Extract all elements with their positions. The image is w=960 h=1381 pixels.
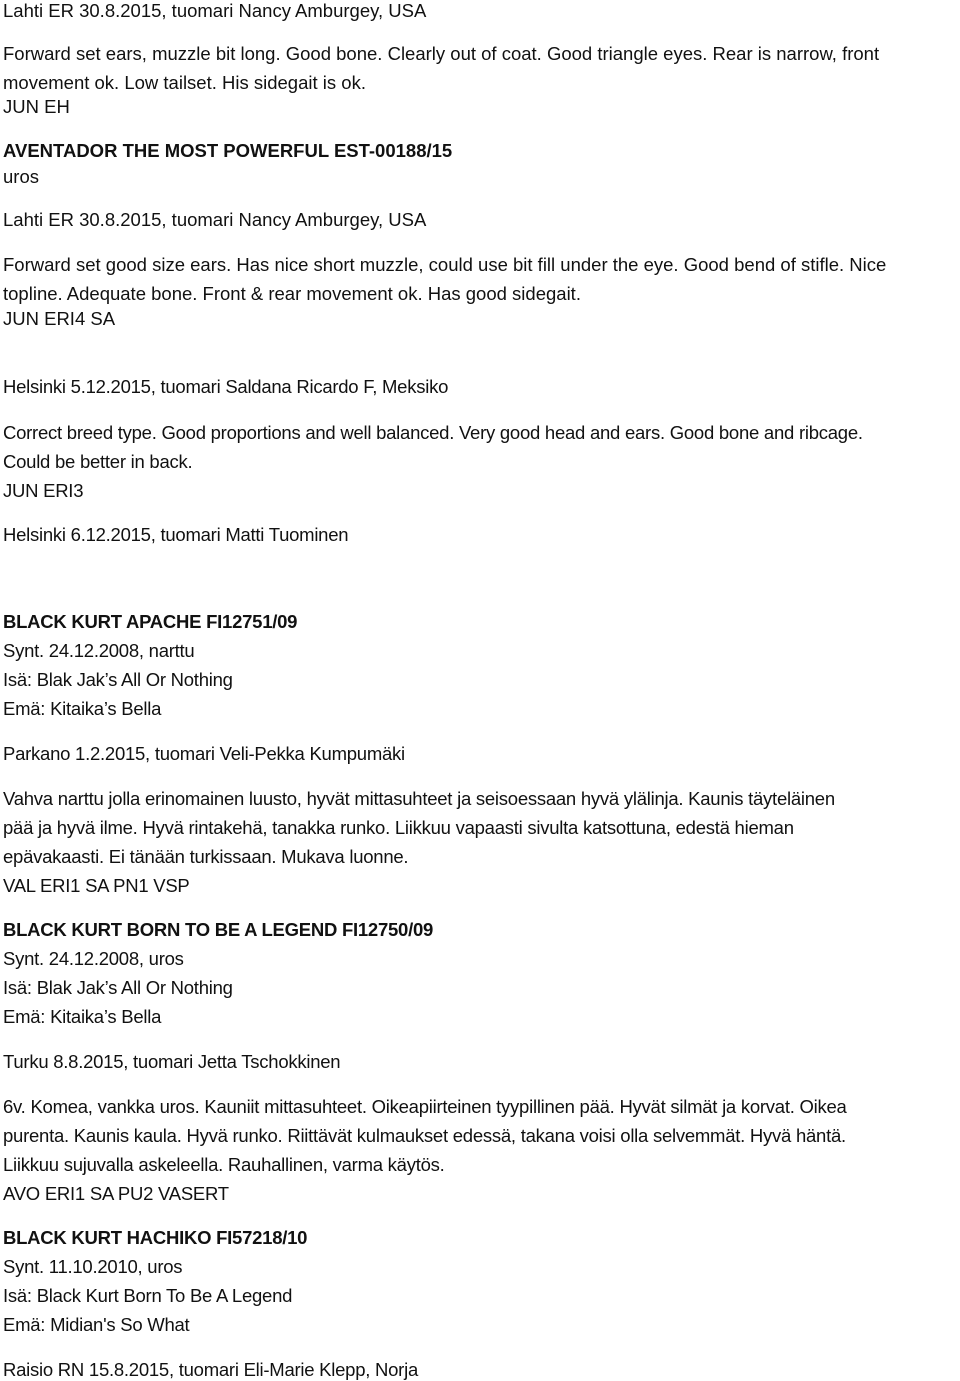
result-line: VAL ERI1 SA PN1 VSP (3, 875, 190, 896)
critique-line: Forward set ears, muzzle bit long. Good bone. Clearly out of coat. Good triangle eyes. Rear is narrow, front (3, 43, 880, 64)
dog-dam: Emä: Midian's So What (3, 1314, 190, 1335)
show-info-line: Helsinki 5.12.2015, tuomari Saldana Ricardo F, Meksiko (3, 376, 449, 397)
show-info-line: Lahti ER 30.8.2015, tuomari Nancy Amburgey, USA (3, 0, 427, 21)
critique-line: Vahva narttu jolla erinomainen luusto, hyvät mittasuhteet ja seisoessaan hyvä ylälinja. Kaunis täyteläinen (3, 788, 835, 809)
dog-dam: Emä: Kitaika’s Bella (3, 1006, 162, 1027)
result-line: JUN ERI3 (3, 480, 84, 501)
critique-line: purenta. Kaunis kaula. Hyvä runko. Riittävät kulmaukset edessä, takana voisi olla selvemmät. Hyvä häntä. (3, 1125, 846, 1146)
critique-line: Correct breed type. Good proportions and well balanced. Very good head and ears. Good bone and ribcage. (3, 422, 863, 443)
result-line: JUN ERI4 SA (3, 308, 116, 329)
dog-name: BLACK KURT BORN TO BE A LEGEND FI12750/09 (3, 919, 434, 940)
dog-name: AVENTADOR THE MOST POWERFUL EST-00188/15 (3, 140, 453, 161)
show-info-line: Helsinki 6.12.2015, tuomari Matti Tuominen (3, 524, 349, 545)
result-line: JUN EH (3, 96, 70, 117)
dog-dam: Emä: Kitaika’s Bella (3, 698, 162, 719)
dog-sire: Isä: Blak Jak’s All Or Nothing (3, 977, 233, 998)
critique-line: movement ok. Low tailset. His sidegait is ok. (3, 72, 366, 93)
critique-line: Could be better in back. (3, 451, 193, 472)
dog-name: BLACK KURT APACHE FI12751/09 (3, 611, 298, 632)
show-info-line: Lahti ER 30.8.2015, tuomari Nancy Amburgey, USA (3, 209, 427, 230)
dog-birth: Synt. 24.12.2008, uros (3, 948, 184, 969)
show-info-line: Parkano 1.2.2015, tuomari Veli-Pekka Kumpumäki (3, 743, 405, 764)
show-info-line: Turku 8.8.2015, tuomari Jetta Tschokkinen (3, 1051, 341, 1072)
critique-line: Liikkuu sujuvalla askeleella. Rauhallinen, varma käytös. (3, 1154, 445, 1175)
result-line: AVO ERI1 SA PU2 VASERT (3, 1183, 229, 1204)
critique-line: epävakaasti. Ei tänään turkissaan. Mukava luonne. (3, 846, 409, 867)
critique-line: 6v. Komea, vankka uros. Kauniit mittasuhteet. Oikeapiirteinen tyypillinen pää. Hyvät silmät ja korvat. Oikea (3, 1096, 847, 1117)
dog-name: BLACK KURT HACHIKO FI57218/10 (3, 1227, 308, 1248)
dog-birth: Synt. 24.12.2008, narttu (3, 640, 195, 661)
dog-sire: Isä: Black Kurt Born To Be A Legend (3, 1285, 293, 1306)
critique-line: topline. Adequate bone. Front & rear movement ok. Has good sidegait. (3, 283, 581, 304)
critique-line: pää ja hyvä ilme. Hyvä rintakehä, tanakka runko. Liikkuu vapaasti sivulta katsottuna, edestä hieman (3, 817, 794, 838)
dog-birth: Synt. 11.10.2010, uros (3, 1256, 183, 1277)
show-info-line: Raisio RN 15.8.2015, tuomari Eli-Marie Klepp, Norja (3, 1359, 418, 1380)
critique-line: Forward set good size ears. Has nice short muzzle, could use bit fill under the eye. Good bend of stifle. Nice (3, 254, 887, 275)
dog-sex: uros (3, 166, 39, 187)
dog-sire: Isä: Blak Jak’s All Or Nothing (3, 669, 233, 690)
